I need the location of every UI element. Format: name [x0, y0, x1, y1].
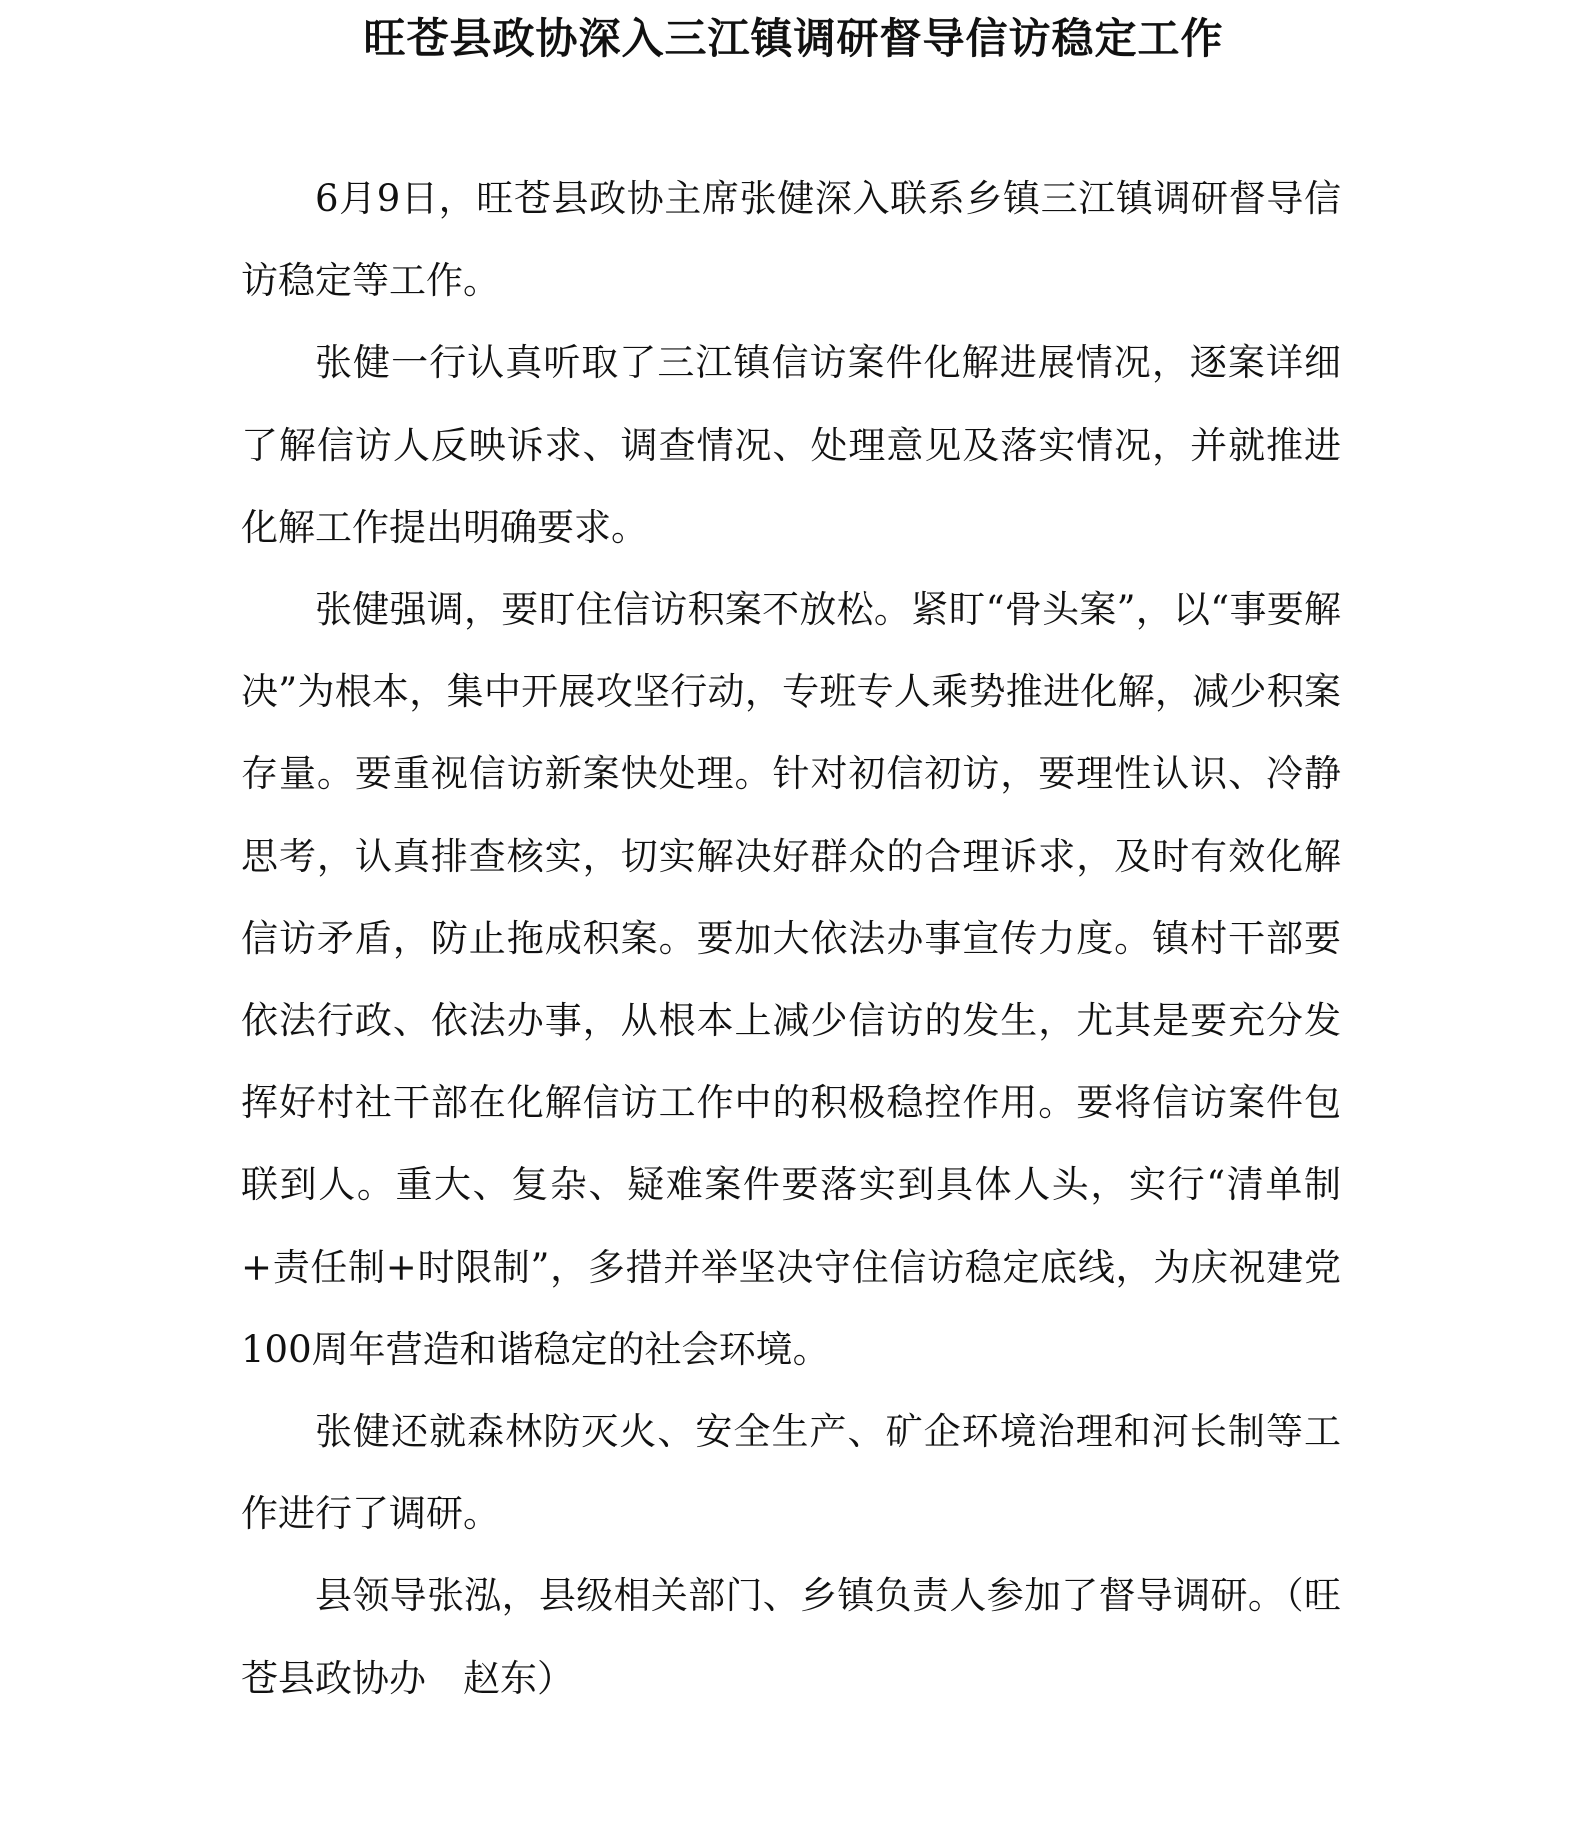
paragraph-emphasis: 张健强调，要盯住信访积案不放松。紧盯“骨头案”，以“事要解决”为根本，集中开展攻坚行动，专班专人乘势推进化解，减少积案存量。要重视信访新案快处理。针对初信初访，要理性认识、冷静思考，认真排查核实，切实解决好群众的合理诉求，及时有效化解信访矛盾，防止拖成积案。要加大依法办事宣传力度。镇村干部要依法行政、依法办事，从根本上减少信访的发生，尤其是要充分发挥好村社干部在化解信访工作中的积极稳控作用。要将信访案件包联到人。重大、复杂、疑难案件要落实到具体人头，实行“清单制+责任制+时限制”，多措并举坚决守住信访稳定底线，为庆祝建党100周年营造和谐稳定的社会环境。 [241, 588, 1341, 1371]
article-title: 旺苍县政协深入三江镇调研督导信访稳定工作 [363, 14, 1224, 63]
paragraph-intro: 6月9日，旺苍县政协主席张健深入联系乡镇三江镇调研督导信访稳定等工作。 [241, 177, 1341, 303]
article-body [241, 158, 1341, 1720]
paragraph-other-work: 张健还就森林防灭火、安全生产、矿企环境治理和河长制等工作进行了调研。 [241, 1410, 1341, 1536]
paragraph-briefing: 张健一行认真听取了三江镇信访案件化解进展情况，逐案详细了解信访人反映诉求、调查情况、处理意见及落实情况，并就推进化解工作提出明确要求。 [241, 341, 1341, 549]
paragraph-attendees: 县领导张泓，县级相关部门、乡镇负责人参加了督导调研。（旺苍县政协办 赵东） [241, 1574, 1341, 1700]
